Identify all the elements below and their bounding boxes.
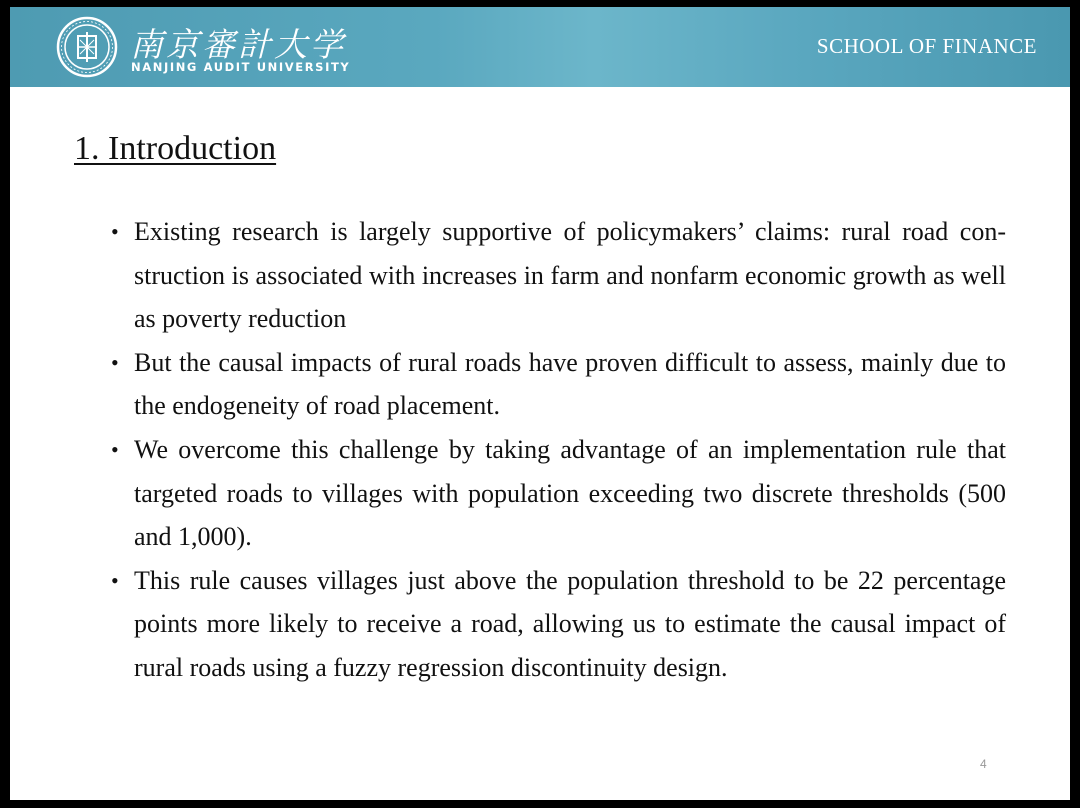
school-name: SCHOOL OF FINANCE	[816, 34, 1037, 58]
bullet-text: We overcome this challenge by taking advantage of an implementation rule that targeted roads to villages with population exceeding two discrete thresholds (500 and 1,000).	[134, 434, 1006, 552]
page-number: 4	[980, 757, 987, 771]
bullet-marker: •	[111, 219, 119, 244]
university-seal-icon	[56, 16, 118, 78]
bullet-marker: •	[111, 567, 119, 593]
bullet-item	[108, 210, 1006, 341]
bullet-marker: •	[111, 436, 119, 462]
bullet-list	[108, 210, 1006, 690]
bullet-item	[108, 341, 1006, 428]
university-name-chinese: 南京審計大学	[130, 25, 346, 64]
bullet-marker: •	[111, 349, 119, 375]
slide	[10, 7, 1070, 800]
bullet-text: Existing research is largely supportive of policymakers’ claims: rural road con-struction is associated with increases in farm and nonfarm economic growth as well as poverty reduction	[134, 217, 1006, 334]
bullet-item	[108, 559, 1006, 690]
slide-header	[10, 7, 1070, 87]
bullet-text: This rule causes villages just above the population threshold to be 22 percentage points more likely to receive a road, allowing us to estimate the causal impact of rural roads using a fuzzy regression discontinuity design.	[134, 565, 1006, 682]
bullet-text: But the causal impacts of rural roads have proven difficult to assess, mainly due to the endogeneity of road placement.	[134, 347, 1006, 421]
university-name-english: NANJING AUDIT UNIVERSITY	[131, 60, 351, 74]
bullet-item	[108, 428, 1006, 559]
slide-title: 1. Introduction	[74, 130, 277, 167]
